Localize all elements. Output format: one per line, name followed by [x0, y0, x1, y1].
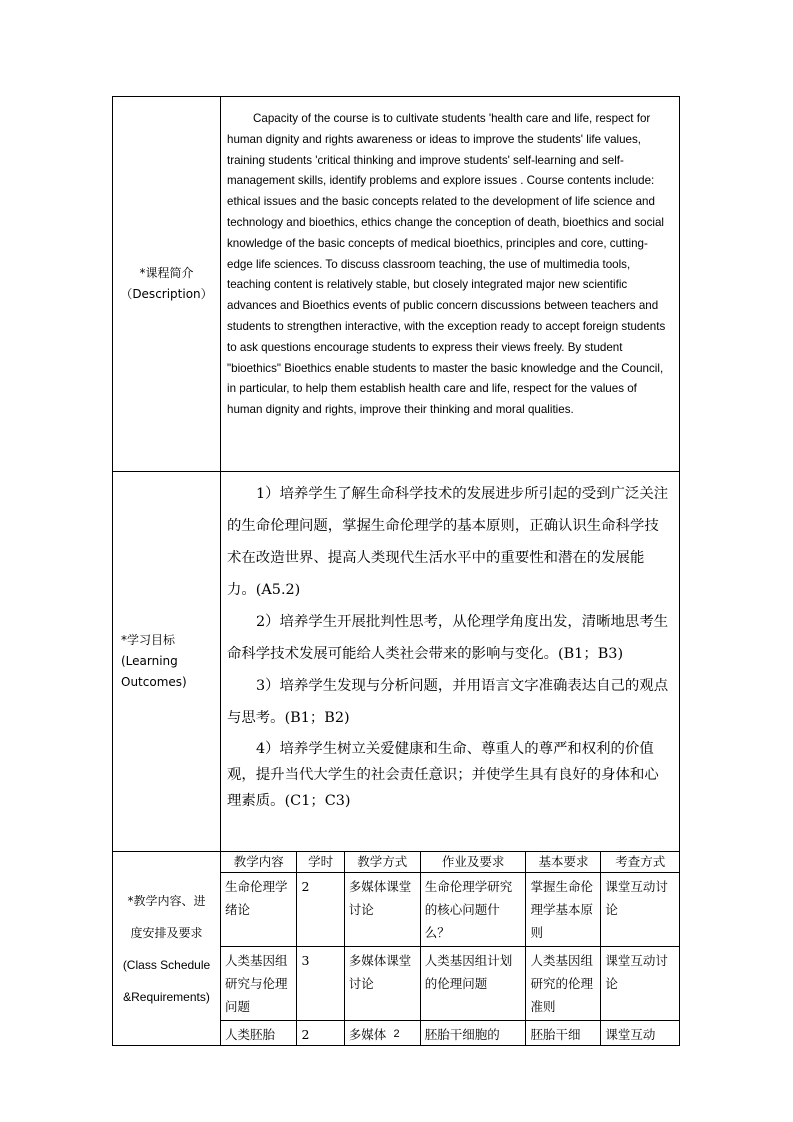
outcomes-label-cn: *学习目标: [121, 633, 176, 647]
outcomes-row: [113, 472, 680, 852]
schedule-cell-homework: 生命伦理学研究的核心问题什么？: [420, 873, 526, 947]
schedule-cell: [221, 852, 680, 1046]
description-label: [113, 97, 221, 472]
schedule-label: [113, 852, 221, 1046]
schedule-header: 学时: [297, 852, 344, 873]
schedule-cell-content: 人类基因组研究与伦理问题: [221, 947, 297, 1021]
schedule-label-3: (Class Schedule: [122, 957, 211, 972]
course-info-table: [112, 96, 680, 1046]
outcomes-label-en-2: Outcomes): [121, 675, 187, 689]
schedule-cell-homework: 人类基因组计划的伦理问题: [420, 947, 526, 1021]
outcome-item: 4）培养学生树立关爱健康和生命、尊重人的尊严和权利的价值观，提升当代大学生的社会责任意识；并使学生具有良好的身体和心理素质。(C1；C3): [227, 741, 659, 809]
schedule-cell-requirement: 人类基因组研究的伦理准则: [526, 947, 601, 1021]
schedule-header: 考查方式: [601, 852, 679, 873]
schedule-header: 教学内容: [221, 852, 297, 873]
schedule-label-4: &Requirements): [123, 989, 210, 1004]
schedule-row-item: [221, 947, 679, 1021]
outcomes-cell: [221, 472, 680, 852]
schedule-cell-assessment: 课堂互动: [605, 1027, 656, 1042]
schedule-header-row: [221, 852, 679, 873]
schedule-cell-requirement: 胚胎干细: [530, 1027, 581, 1042]
schedule-cell-hours: 3: [297, 947, 344, 1021]
schedule-cell-content: 生命伦理学绪论: [221, 873, 297, 947]
schedule-cell-assessment: 课堂互动讨论: [601, 947, 679, 1021]
page-number: 2: [393, 1028, 400, 1040]
schedule-cell-content: 人类胚胎: [225, 1027, 276, 1042]
schedule-cell-assessment: 课堂互动讨论: [601, 873, 679, 947]
schedule-header: 作业及要求: [420, 852, 526, 873]
schedule-header: 基本要求: [526, 852, 601, 873]
description-cell: [221, 97, 680, 472]
outcome-item: 2）培养学生开展批判性思考，从伦理学角度出发，清晰地思考生命科学技术发展可能给人类社会带来的影响与变化。(B1；B3): [227, 614, 669, 662]
schedule-table: [221, 852, 679, 1045]
schedule-cell-requirement: 掌握生命伦理学基本原则: [526, 873, 601, 947]
schedule-header: 教学方式: [344, 852, 420, 873]
schedule-cell-method: 多媒体课堂讨论: [344, 947, 420, 1021]
schedule-cell-method: 多媒体: [348, 1027, 387, 1042]
description-label-en: （Description）: [120, 287, 213, 301]
outcomes-label-en-1: (Learning: [121, 654, 178, 668]
outcomes-label: [113, 472, 221, 852]
schedule-cell-hours: 2: [301, 1027, 310, 1042]
schedule-cell-hours: 2: [297, 873, 344, 947]
outcome-item: 1）培养学生了解生命科学技术的发展进步所引起的受到广泛关注的生命伦理问题，掌握生命伦理学的基本原则，正确认识生命科学技术在改造世界、提高人类现代生活水平中的重要性和潜在的发展能力。(A5.2): [227, 486, 669, 598]
schedule-label-1: *教学内容、进: [127, 893, 206, 908]
description-row: [113, 97, 680, 472]
schedule-label-2: 度安排及要求: [130, 925, 203, 940]
schedule-cell-homework: 胚胎干细胞的: [424, 1027, 500, 1042]
description-text: Capacity of the course is to cultivate students 'health care and life, respect for human dignity and rights awareness or ideas to improve the students' life values, training students 'critical thinking and improve students' self-learning and self-management skills, identify problems and explore issues . Course contents include: ethical issues and the basic concepts related to the development of life science and technology and bioethics, ethics change the conception of death, bioethics and social knowledge of the basic concepts of medical bioethics, principles and core, cutting-edge life sciences. To discuss classroom teaching, the use of multimedia tools, teaching content is relatively stable, but closely integrated major new scientific advances and Bioethics events of public concern discussions between teachers and students to strengthen interactive, with the exception ready to accept foreign students to ask questions encourage students to express their views freely. By student "bioethics" Bioethics enable students to master the basic knowledge and the Council, in particular, to help them establish health care and life, respect for the values of human dignity and rights, improve their thinking and moral qualities.: [227, 112, 666, 417]
schedule-row: [113, 852, 680, 1046]
schedule-row-item: [221, 873, 679, 947]
description-label-cn: *课程简介: [139, 266, 194, 280]
outcome-item: 3）培养学生发现与分析问题，并用语言文字准确表达自己的观点与思考。(B1；B2): [227, 678, 669, 726]
schedule-cell-method: 多媒体课堂讨论: [344, 873, 420, 947]
